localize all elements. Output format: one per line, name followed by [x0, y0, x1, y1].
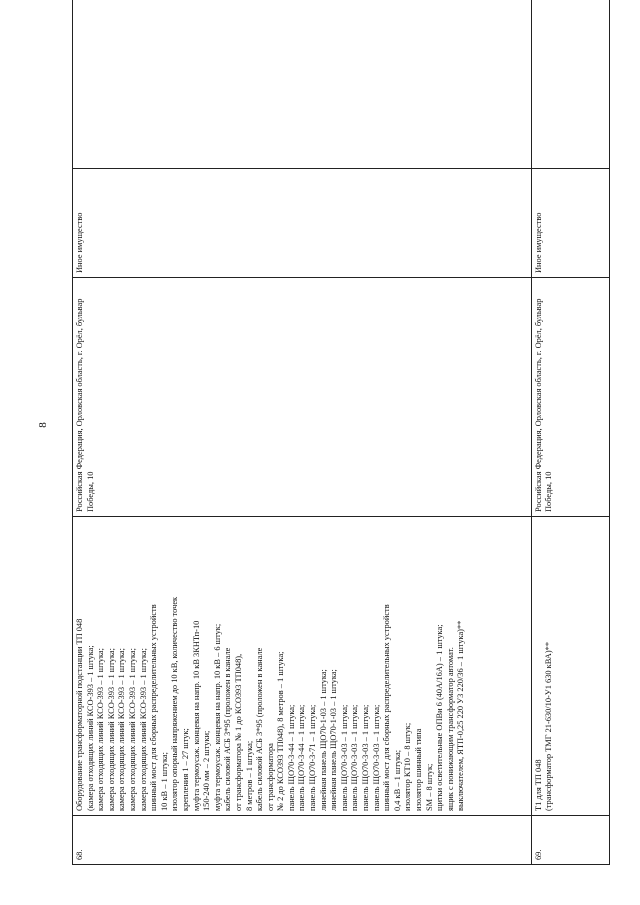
item-name-line: ящик с понижающим трансформатор автомат.: [445, 647, 455, 811]
table-row: [73, 0, 532, 865]
item-name-line: камера отходящих линий КСО-393 – 1 штука;: [138, 648, 148, 811]
item-name-line: муфта термоусаж. концевая на напр. 10 кВ 3КНТп-10: [191, 620, 201, 811]
item-name-line: шинный мост для сборных распределительных устройств: [149, 604, 159, 811]
item-name-line: от трансформатора: [265, 743, 275, 811]
item-name-line: панель ЩО70-3-03 – 1 штука;: [361, 704, 371, 811]
empty-cell: [73, 0, 532, 169]
item-name-line: изолятор шинный типа: [414, 728, 423, 811]
item-name-line: № 2 до КСО393 ТП048), 8 метров – 1 штука;: [276, 651, 286, 811]
item-name-line: панель ЩО70-3-71 – 1 штука;: [308, 704, 318, 811]
empty-cell: [531, 0, 609, 169]
property-type-cell: Иное имущество: [531, 169, 609, 278]
item-name-line: кабель силовой АСБ 3*95 (проложен в канале: [255, 647, 265, 811]
table-row: [531, 0, 609, 865]
item-name-line: Т1 для ТП 048: [533, 759, 543, 811]
address-text: Российская Федерация, Орловская область, г. Орёл, бульвар Победы, 10: [533, 298, 554, 512]
item-name-line: 150-240 мм – 2 штуки;: [202, 730, 212, 811]
item-name-line: SM – 8 штук;: [424, 763, 434, 811]
property-type-cell: Иное имущество: [73, 169, 532, 278]
item-name-cell: [531, 517, 609, 816]
item-name-line: камера отходящих линий КСО-393 – 1 штука;: [106, 648, 116, 811]
item-name-line: Оборудование трансформаторной подстанции ТП 048: [75, 618, 84, 811]
address-cell: [73, 278, 532, 517]
item-name-line: муфта термоусаж. концевая на напр. 10 кВ – 6 штук;: [212, 623, 222, 811]
item-name-line: панель ЩО70-3-03 – 1 штука;: [371, 704, 381, 811]
item-name-line: кабель силовой АСБ 3*95 (проложен в канале: [223, 647, 233, 811]
row-number-cell: 68.: [73, 816, 532, 865]
item-name-line: 10 кВ – 1 штука;: [159, 752, 169, 811]
item-name-line: 8 метров – 1 штука;: [244, 740, 254, 811]
item-name-line: панель ЩО70-3-44 – 1 штука;: [297, 704, 307, 811]
item-name-line: изолятор КТ10 – 8 штук;: [403, 722, 413, 811]
page-number-text: 8: [37, 422, 49, 428]
item-name-line: (камера отходящих линий КСО-393 – 1 штука;: [85, 645, 95, 811]
item-name-line: панель ЩО70-3-03 – 1 штука;: [339, 704, 349, 811]
item-name-line: выключателем, ЯТП-0,25 220 У3 220/36 – 1 штука)**: [456, 620, 466, 811]
item-name-cell: [73, 517, 532, 816]
item-name-line: 0,4 кВ – 1 штука;: [392, 749, 402, 811]
address-text: Российская Федерация, Орловская область, г. Орёл, бульвар Победы, 10: [75, 298, 95, 512]
item-name-line: линейная панель ЩО70-1-03 – 1 штука;: [329, 669, 339, 811]
page-number: [36, 418, 50, 432]
property-table: [72, 0, 610, 865]
item-name-line: (трансформатор ТМГ 21-630/10-У1 630 кВА)**: [544, 641, 554, 811]
item-name-line: шинный мост для сборных распределительных устройств: [382, 604, 392, 811]
item-name-line: щитки осветительные ОПВи 6 (40А/16А) – 1 штука;: [435, 624, 445, 811]
item-name-line: линейная панель ЩО70-1-03 – 1 штука;: [318, 669, 328, 811]
item-name-line: камера отходящих линий КСО-393 – 1 штука;: [127, 648, 137, 811]
item-name-line: камера отходящих линий КСО-393 – 1 штука;: [117, 648, 127, 811]
item-name-line: изолятор опорный напряжением до 10 кВ, количество точек: [170, 596, 180, 811]
address-cell: [531, 278, 609, 517]
item-name-line: от трансформатора № 1 до КСО393 ТП048),: [233, 653, 243, 811]
item-name-line: камера отходящих линий КСО-393 – 1 штука;: [96, 648, 106, 811]
item-name-line: крепления 1 – 27 штук;: [180, 728, 190, 811]
item-name-line: панель ЩО70-3-03 – 1 штука;: [350, 704, 360, 811]
row-number-cell: 69.: [531, 816, 609, 865]
property-table-rotated: [72, 45, 610, 865]
item-name-line: панель ЩО70-3-44 – 1 штука;: [286, 704, 296, 811]
